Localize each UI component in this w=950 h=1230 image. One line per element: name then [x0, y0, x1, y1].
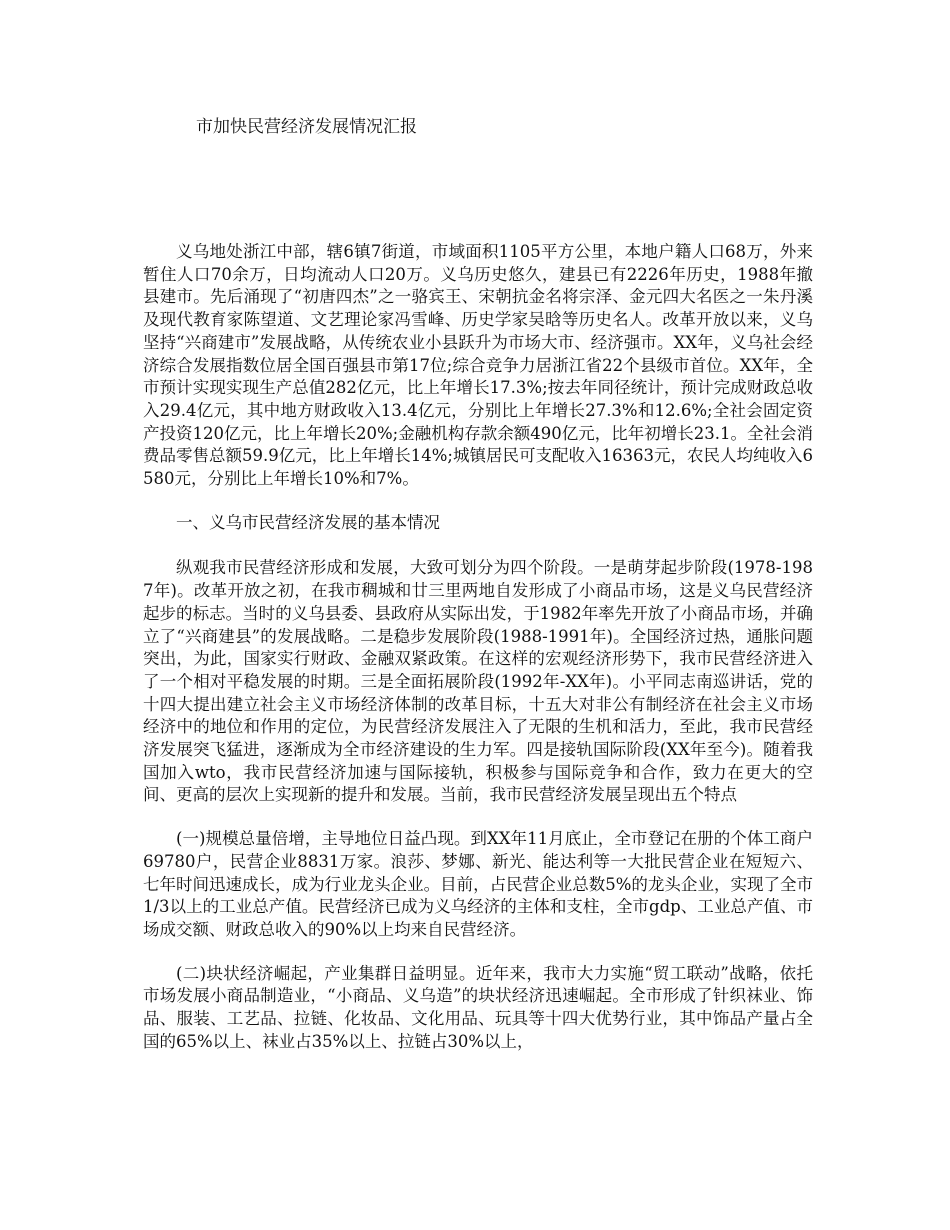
- section-heading: 一、义乌市民营经济发展的基本情况: [176, 512, 440, 532]
- paragraph-feature-one: (一)规模总量倍增，主导地位日益凸现。到XX年11月底止，全市登记在册的个体工商户69780户，民营企业8831万家。浪莎、梦娜、新光、能达利等一大批民营企业在短短六、七年时间迅速成长，成为行业龙头企业。目前，占民营企业总数5%的龙头企业，实现了全市1/3以上的工业总产值。民营经济已成为义乌经济的主体和支柱，全市gdp、工业总产值、市场成交额、财政总收入的90%以上均来自民营经济。: [143, 829, 813, 939]
- document-body: [143, 241, 813, 1075]
- paragraph-introduction: 义乌地处浙江中部，辖6镇7街道，市域面积1105平方公里，本地户籍人口68万，外来暂住人口70余万，日均流动人口20万。义乌历史悠久，建县已有2226年历史，1988年撤县建市。先后涌现了“初唐四杰”之一骆宾王、宋朝抗金名将宗泽、金元四大名医之一朱丹溪及现代教育家陈望道、文艺理论家冯雪峰、历史学家吴晗等历史名人。改革开放以来，义乌坚持“兴商建市”发展战略，从传统农业小县跃升为市场大市、经济强市。XX年，义乌社会经济综合发展指数位居全国百强县市第17位;综合竞争力居浙江省22个县级市首位。XX年，全市预计实现实现生产总值282亿元，比上年增长17.3%;按去年同径统计，预计完成财政总收入29.4亿元，其中地方财政收入13.4亿元，分别比上年增长27.3%和12.6%;全社会固定资产投资120亿元，比上年增长20%;金融机构存款余额490亿元，比年初增长23.1。全社会消费品零售总额59.9亿元，比上年增长14%;城镇居民可支配收入16363元，农民人均纯收入6580元，分别比上年增长10%和7%。: [143, 242, 813, 489]
- paragraph-feature-two: (二)块状经济崛起，产业集群日益明显。近年来，我市大力实施“贸工联动”战略，依托市场发展小商品制造业，“小商品、义乌造”的块状经济迅速崛起。全市形成了针织袜业、饰品、服装、工艺品、拉链、化妆品、文化用品、玩具等十四大优势行业，其中饰品产量占全国的65%以上、袜业占35%以上、拉链占30%以上，: [143, 963, 813, 1051]
- document-title: 市加快民营经济发展情况汇报: [196, 117, 417, 137]
- paragraph-development-stages: 纵观我市民营经济形成和发展，大致可划分为四个阶段。一是萌芽起步阶段(1978-1987年)。改革开放之初，在我市稠城和廿三里两地自发形成了小商品市场，这是义乌民营经济起步的标志。当时的义乌县委、县政府从实际出发，于1982年率先开放了小商品市场，并确立了“兴商建县”的发展战略。二是稳步发展阶段(1988-1991年)。全国经济过热，通胀问题突出，为此，国家实行财政、金融双紧政策。在这样的宏观经济形势下，我市民营经济进入了一个相对平稳发展的时期。三是全面拓展阶段(1992年-XX年)。小平同志南巡讲话，党的十四大提出建立社会主义市场经济体制的改革目标，十五大对非公有制经济在社会主义市场经济中的地位和作用的定位，为民营经济发展注入了无限的生机和活力，至此，我市民营经济发展突飞猛进，逐渐成为全市经济建设的生力军。四是接轨国际阶段(XX年至今)。随着我国加入wto，我市民营经济加速与国际接轨，积极参与国际竞争和合作，致力在更大的空间、更高的层次上实现新的提升和发展。当前，我市民营经济发展呈现出五个特点: [143, 558, 813, 805]
